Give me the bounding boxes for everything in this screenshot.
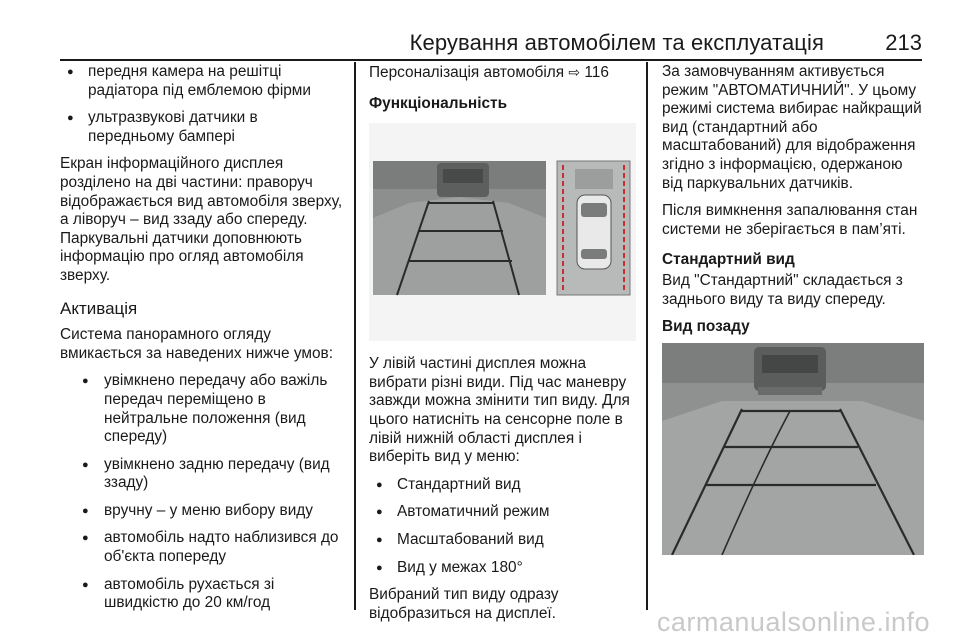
list-item: ● увімкнено передачу або важіль передач переміщено в нейтральне положення (вид спереду) [60, 372, 346, 446]
page-header [60, 30, 922, 58]
section-title-standard-view: Стандартний вид [662, 251, 795, 269]
list-item: ● вручну – у меню вибору виду [60, 502, 346, 521]
column-1 [60, 63, 346, 622]
list-item: ● Стандартний вид [369, 476, 636, 495]
column-2 [369, 63, 636, 632]
standard-view-text: Вид "Стандартний" складається з заднього виду та виду спереду. [662, 271, 903, 308]
list-item: ● Автоматичний режим [369, 503, 636, 522]
list-item: ● увімкнено задню передачу (вид ззаду) [60, 456, 346, 493]
top-view [557, 161, 630, 295]
arrow-right-icon: ⇨ [568, 64, 581, 80]
rear-view-figure [662, 343, 924, 555]
closing-text: Вибраний тип виду одразу відобразиться на дисплеї. [369, 586, 559, 622]
header-rule [60, 59, 922, 61]
list-item: ● ультразвукові датчики в передньому бампері [60, 109, 346, 146]
list-item: ● автомобіль надто наблизився до об'єкта попереду [60, 529, 346, 566]
column-3 [662, 63, 926, 569]
running-title: Керування автомобілем та експлуатація [409, 30, 824, 55]
rear-camera-view [373, 161, 546, 295]
cross-reference[interactable] [369, 63, 636, 83]
functionality-text: У лівій частині дисплея можна вибрати різні види. Під час маневру завжди можна змінити тип виду. Для цього натисніть на сенсорне поле в лівій нижній області дисплея і виберіть вид у меню: [369, 355, 630, 466]
list-item: ● передня камера на решітці радіатора під емблемою фірми [60, 63, 346, 100]
list-item: ● Масштабований вид [369, 531, 636, 550]
ignition-text: Після вимкнення запалювання стан системи не зберігається в пам’яті. [662, 202, 918, 238]
cross-reference-page: 116 [584, 64, 609, 81]
camera-display-figure [369, 123, 636, 341]
page-number: 213 [885, 30, 922, 55]
section-title-functionality: Функціональність [369, 94, 508, 112]
list-item: ● Вид у межах 180° [369, 559, 636, 578]
section-title-rear-view: Вид позаду [662, 318, 750, 336]
watermark: carmanualsonline.info [656, 607, 930, 637]
display-description: Екран інформаційного дисплея розділено на дві частини: праворуч відображається вид автомобіля зверху, а ліворуч – вид ззаду або спереду. Паркувальні датчики доповнюють інформацію про огляд автомобіля зверху. [60, 155, 343, 284]
activation-intro: Система панорамного огляду вмикається за наведених нижче умов: [60, 326, 334, 362]
list-item: ● автомобіль рухається зі швидкістю до 20 км/год [60, 576, 346, 613]
section-title-activation: Активація [60, 298, 138, 318]
cross-reference-text: Персоналізація автомобіля [369, 64, 565, 81]
auto-mode-text: За замовчуванням активується режим "АВТОМАТИЧНИЙ". У цьому режимі система вибирає найкращий вид (стандартний або масштабований) для відображення згідно з інформацією, одержаною від паркувальних датчиків. [662, 63, 922, 192]
column-divider-1 [354, 62, 356, 610]
column-divider-2 [646, 62, 648, 610]
